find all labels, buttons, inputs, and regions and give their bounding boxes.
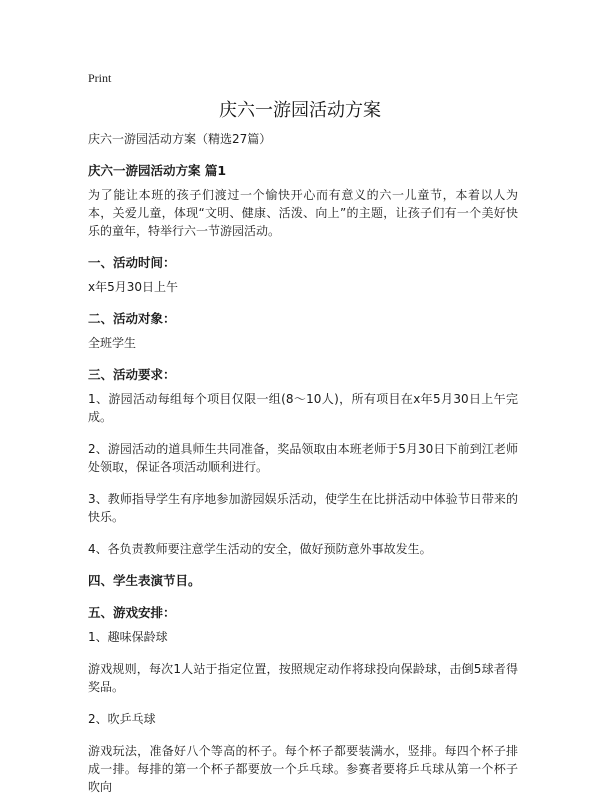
requirement-item: 2、游园活动的道具师生共同准备，奖品领取由本班老师于5月30日下前到江老师处领取，保证各项活动顺利进行。 bbox=[88, 442, 518, 474]
intro-paragraph: 为了能让本班的孩子们渡过一个愉快开心而有意义的六一儿童节，本着以人为本，关爱儿童，体现“文明、健康、活泼、向上”的主题，让孩子们有一个美好快乐的童年，特举行六一节游园活动。 bbox=[88, 188, 518, 238]
target-value: 全班学生 bbox=[88, 336, 137, 350]
time-value: x年5月30日上午 bbox=[88, 280, 179, 294]
games-heading: 五、游戏安排： bbox=[88, 605, 176, 620]
performance-heading: 四、学生表演节目。 bbox=[88, 573, 201, 588]
requirement-item: 1、游园活动每组每个项目仅限一组(8～10人)，所有项目在x年5月30日上午完成。 bbox=[88, 392, 518, 424]
section-title: 庆六一游园活动方案 篇1 bbox=[88, 163, 227, 178]
game2-rules: 游戏玩法，准备好八个等高的杯子。每个杯子都要装满水，竖排。每四个杯子排成一排。每排的第一个杯子都要放一个乒乓球。参赛者要将乒乓球从第一个杯子吹向 bbox=[88, 744, 518, 794]
target-heading: 二、活动对象： bbox=[88, 311, 176, 326]
page-title: 庆六一游园活动方案 bbox=[219, 100, 381, 121]
game1-title: 1、趣味保龄球 bbox=[88, 630, 168, 644]
requirement-item: 3、教师指导学生有序地参加游园娱乐活动，使学生在比拼活动中体验节日带来的快乐。 bbox=[88, 492, 518, 524]
document-subtitle: 庆六一游园活动方案（精选27篇） bbox=[88, 132, 272, 146]
document-body bbox=[88, 130, 518, 810]
game2-title: 2、吹乒乓球 bbox=[88, 712, 156, 726]
game1-rules: 游戏规则，每次1人站于指定位置，按照规定动作将球投向保龄球，击倒5球者得奖品。 bbox=[88, 662, 518, 694]
requirements-heading: 三、活动要求： bbox=[88, 367, 176, 382]
time-heading: 一、活动时间： bbox=[88, 255, 176, 270]
requirement-item: 4、各负责教师要注意学生活动的安全，做好预防意外事故发生。 bbox=[88, 542, 432, 556]
print-label[interactable]: Print bbox=[88, 71, 112, 85]
